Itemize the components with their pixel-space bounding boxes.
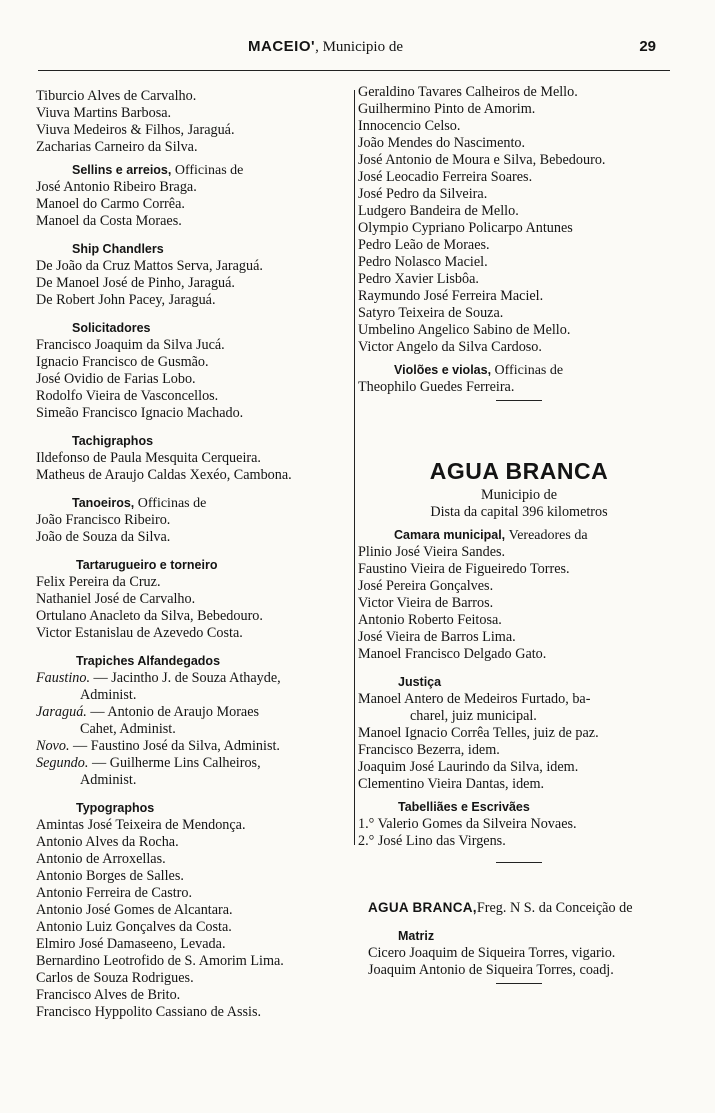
list-item: Viuva Medeiros & Filhos, Jaraguá. (36, 122, 235, 138)
list-item: Ildefonso de Paula Mesquita Cerqueira. (36, 450, 261, 466)
list-item: 2.° José Lino das Virgens. (358, 833, 506, 849)
list-item: Satyro Teixeira de Souza. (358, 305, 504, 321)
list-item: José Antonio de Moura e Silva, Bebedouro. (358, 152, 606, 168)
list-item: Simeão Francisco Ignacio Machado. (36, 405, 244, 421)
heading-note: Officinas de (137, 496, 207, 511)
trapiche-name: Jaraguá. (36, 704, 87, 720)
list-item: João de Souza da Silva. (36, 529, 171, 545)
list-item: Bernardino Leotrofido de S. Amorim Lima. (36, 953, 284, 969)
header-rule (38, 70, 670, 71)
list-item: Joaquim José Laurindo da Silva, idem. (358, 759, 579, 775)
heading-note: Vereadores da (508, 528, 588, 543)
trapiche-admin: — Faustino José da Silva, Administ. (73, 738, 280, 754)
section-heading-sellins (36, 162, 354, 179)
list-item: Viuva Martins Barbosa. (36, 105, 172, 121)
section-heading-tabelliaes: Tabelliães e Escrivães (398, 800, 530, 814)
list-item: Clementino Vieira Dantas, idem. (358, 776, 545, 792)
trapiche-entry (36, 704, 354, 738)
section-heading-justica: Justiça (398, 675, 442, 689)
list-item: Francisco Hyppolito Cassiano de Assis. (36, 1004, 262, 1020)
heading-text: Tanoeiros, (72, 496, 135, 510)
list-item: Victor Angelo da Silva Cardoso. (358, 339, 542, 355)
list-item: 1.° Valerio Gomes da Silveira Novaes. (358, 816, 577, 832)
parish-place: AGUA BRANCA, (368, 900, 477, 915)
list-item: Manoel Francisco Delgado Gato. (358, 646, 547, 662)
list-item: Ignacio Francisco de Gusmão. (36, 354, 209, 370)
list-item: Manoel da Costa Moraes. (36, 213, 182, 229)
trapiche-continuation: Administ. (80, 687, 137, 703)
parish-rest: Freg. N S. da Conceição de (476, 900, 633, 916)
trapiche-continuation: Cahet, Administ. (80, 721, 176, 737)
list-item: Umbelino Angelico Sabino de Mello. (358, 322, 571, 338)
column-divider (354, 90, 355, 845)
list-item: Victor Vieira de Barros. (358, 595, 494, 611)
trapiche-entry (36, 738, 354, 755)
list-item: Elmiro José Damaseeno, Levada. (36, 936, 226, 952)
trapiche-admin: — Guilherme Lins Calheiros, (91, 755, 261, 771)
trapiche-continuation: Administ. (80, 772, 137, 788)
section-heading-ship-chandlers: Ship Chandlers (72, 242, 164, 256)
trapiche-admin: — Jacintho J. de Souza Athayde, (93, 670, 281, 686)
heading-text: Sellins e arreios, (72, 163, 172, 177)
municipality-subtitle: Municipio de (480, 487, 558, 503)
list-item: Geraldino Tavares Calheiros de Mello. (358, 84, 578, 100)
list-item: Joaquim Antonio de Siqueira Torres, coadj. (368, 962, 614, 978)
section-heading-trapiches: Trapiches Alfandegados (76, 654, 221, 668)
list-item: Zacharias Carneiro da Silva. (36, 139, 198, 155)
list-item: João Francisco Ribeiro. (36, 512, 171, 528)
list-item: Raymundo José Ferreira Maciel. (358, 288, 544, 304)
list-item: Matheus de Araujo Caldas Xexéo, Cambona. (36, 467, 292, 483)
list-item: Rodolfo Vieira de Vasconcellos. (36, 388, 219, 404)
section-heading-camara (358, 527, 680, 544)
list-item: Antonio de Arroxellas. (36, 851, 166, 867)
list-item: José Pereira Gonçalves. (358, 578, 494, 594)
page-number: 29 (639, 38, 656, 55)
list-item: José Vieira de Barros Lima. (358, 629, 516, 645)
running-title (248, 38, 403, 56)
trapiche-name: Novo. (36, 738, 70, 754)
section-heading-solicitadores: Solicitadores (72, 321, 151, 335)
trapiche-entry (36, 755, 354, 789)
trapiche-entry (36, 670, 354, 704)
list-item: Victor Estanislau de Azevedo Costa. (36, 625, 243, 641)
list-item: Pedro Leão de Moraes. (358, 237, 490, 253)
list-item: Theophilo Guedes Ferreira. (358, 379, 515, 395)
list-item: José Antonio Ribeiro Braga. (36, 179, 197, 195)
list-item: Francisco Alves de Brito. (36, 987, 181, 1003)
list-item-continuation: charel, juiz municipal. (410, 708, 537, 724)
list-item: Guilhermino Pinto de Amorim. (358, 101, 536, 117)
list-item: Francisco Bezerra, idem. (358, 742, 500, 758)
list-item: De João da Cruz Mattos Serva, Jaraguá. (36, 258, 263, 274)
list-item: Nathaniel José de Carvalho. (36, 591, 196, 607)
section-heading-tartarugueiro: Tartarugueiro e torneiro (76, 558, 218, 572)
left-column (36, 88, 354, 1021)
heading-note: Officinas de (174, 163, 244, 178)
section-heading-violoes (358, 362, 680, 379)
running-title-rest: , Municipio de (315, 39, 403, 55)
list-item: Manoel Antero de Medeiros Furtado, ba- (358, 691, 591, 707)
list-item: Felix Pereira da Cruz. (36, 574, 161, 590)
heading-note: Officinas de (494, 363, 564, 378)
list-item: Faustino Vieira de Figueiredo Torres. (358, 561, 570, 577)
list-item: Antonio José Gomes de Alcantara. (36, 902, 233, 918)
list-item: Antonio Borges de Salles. (36, 868, 184, 884)
heading-text: Violões e violas, (394, 363, 492, 377)
trapiche-name: Segundo. (36, 755, 89, 771)
list-item: Plinio José Vieira Sandes. (358, 544, 506, 560)
list-item: Antonio Alves da Rocha. (36, 834, 179, 850)
list-item: Manoel do Carmo Corrêa. (36, 196, 185, 212)
parish-line (358, 899, 680, 917)
list-item: Antonio Ferreira de Castro. (36, 885, 193, 901)
list-item: Carlos de Souza Rodrigues. (36, 970, 194, 986)
list-item: Antonio Luiz Gonçalves da Costa. (36, 919, 232, 935)
list-item: De Manoel José de Pinho, Jaraguá. (36, 275, 235, 291)
list-item: Olympio Cypriano Policarpo Antunes (358, 220, 573, 236)
section-heading-tanoeiros (36, 495, 354, 512)
trapiche-admin: — Antonio de Araujo Moraes (90, 704, 260, 720)
right-column (358, 84, 680, 984)
list-item: Ludgero Bandeira de Mello. (358, 203, 519, 219)
list-item: Pedro Nolasco Maciel. (358, 254, 488, 270)
municipality-distance: Dista da capital 396 kilometros (430, 504, 608, 520)
section-heading-tachigraphos: Tachigraphos (72, 434, 154, 448)
list-item: Tiburcio Alves de Carvalho. (36, 88, 197, 104)
list-item: Cicero Joaquim de Siqueira Torres, vigario. (368, 945, 616, 961)
section-heading-typographos: Typographos (76, 801, 155, 815)
list-item: Ortulano Anacleto da Silva, Bebedouro. (36, 608, 263, 624)
section-divider (496, 983, 542, 984)
list-item: De Robert John Pacey, Jaraguá. (36, 292, 216, 308)
municipality-title: AGUA BRANCA (429, 458, 609, 484)
list-item: Manoel Ignacio Corrêa Telles, juiz de paz. (358, 725, 599, 741)
continued-names-list (358, 84, 680, 356)
list-item: Amintas José Teixeira de Mendonça. (36, 817, 246, 833)
trapiche-name: Faustino. (36, 670, 90, 686)
list-item: Pedro Xavier Lisbôa. (358, 271, 479, 287)
list-item: José Ovidio de Farias Lobo. (36, 371, 196, 387)
page-header (38, 38, 668, 60)
section-heading-matriz: Matriz (398, 929, 435, 943)
list-item: Francisco Joaquim da Silva Jucá. (36, 337, 225, 353)
list-item: José Leocadio Ferreira Soares. (358, 169, 533, 185)
list-item: José Pedro da Silveira. (358, 186, 488, 202)
intro-list (36, 88, 354, 156)
heading-text: Camara municipal, (394, 528, 506, 542)
list-item: João Mendes do Nascimento. (358, 135, 526, 151)
list-item: Antonio Roberto Feitosa. (358, 612, 502, 628)
list-item: Innocencio Celso. (358, 118, 461, 134)
running-title-city: MACEIO' (248, 38, 316, 55)
